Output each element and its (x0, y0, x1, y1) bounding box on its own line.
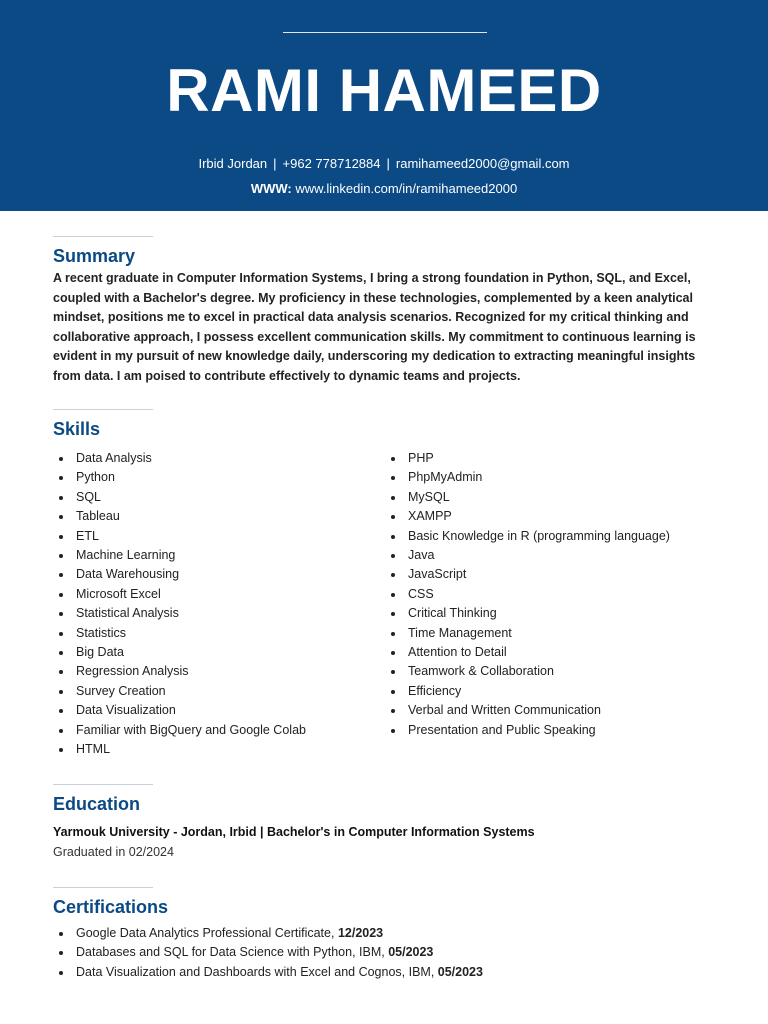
summary-text: A recent graduate in Computer Information Systems, I bring a strong foundation in Python, SQL, and Excel, coupled with a Bachelor's degree. My proficiency in these technologies, complemented by a keen analytical mindset, positions me to excel in practical data analysis scenarios. Recognized for my critical thinking and collaborative approach, I possess excellent communication skills. My commitment to continuous learning is evident in my pursuit of new knowledge daily, underscoring my dedication to extracting meaningful insights from data. I am poised to contribute effectively to dynamic teams and projects. (53, 271, 696, 383)
skill-item: Presentation and Public Speaking (385, 721, 670, 740)
certification-name: Data Visualization and Dashboards with Excel and Cognos, IBM, (76, 964, 438, 979)
skill-item: XAMPP (385, 507, 670, 526)
skill-item: Python (53, 468, 306, 487)
certifications-section (53, 887, 713, 982)
section-divider (53, 409, 153, 410)
skill-item: Familiar with BigQuery and Google Colab (53, 721, 306, 740)
skill-item: MySQL (385, 488, 670, 507)
graduation-date: Graduated in 02/2024 (53, 845, 174, 859)
section-divider (53, 784, 153, 785)
header-divider (283, 32, 487, 33)
skill-item: Verbal and Written Communication (385, 701, 670, 720)
certification-item (53, 943, 713, 962)
summary-title: Summary (53, 246, 136, 266)
certification-date: 05/2023 (437, 964, 483, 979)
skill-item: Data Warehousing (53, 565, 306, 584)
summary-section (53, 236, 713, 386)
skill-item: HTML (53, 740, 306, 759)
skill-item: Statistical Analysis (53, 604, 306, 623)
phone: +962 778712884 (282, 156, 381, 171)
skill-item: ETL (53, 527, 306, 546)
skills-title: Skills (53, 419, 101, 439)
certification-date: 12/2023 (337, 926, 384, 940)
skill-item: Teamwork & Collaboration (385, 662, 670, 681)
resume-header (0, 0, 768, 211)
skill-item: Statistics (53, 624, 306, 643)
skills-list-right (385, 449, 670, 740)
skill-item: PHP (385, 449, 670, 468)
skill-item: Microsoft Excel (53, 585, 306, 604)
skill-item: Time Management (385, 624, 670, 643)
skill-item: Tableau (53, 507, 306, 526)
skill-item: Regression Analysis (53, 662, 306, 681)
email-link[interactable]: ramihameed2000@gmail.com (395, 156, 570, 171)
certifications-list (53, 924, 713, 982)
skill-item: Big Data (53, 643, 306, 662)
skill-item: Java (385, 546, 670, 565)
education-degree: Yarmouk University - Jordan, Irbid | Bachelor's in Computer Information Systems (53, 825, 535, 839)
certifications-title: Certifications (53, 897, 169, 917)
certification-name: Google Data Analytics Professional Certificate, (76, 926, 338, 940)
certification-item (53, 924, 713, 943)
skills-section (53, 409, 713, 769)
contact-line: Irbid Jordan | +962 778712884 | ramihameed2000@gmail.com (198, 156, 570, 171)
skills-list-left (53, 449, 306, 760)
section-divider (53, 236, 153, 237)
web-line (0, 180, 768, 198)
certification-date: 05/2023 (388, 945, 434, 960)
skill-item: PhpMyAdmin (385, 468, 670, 487)
skill-item: JavaScript (385, 565, 670, 584)
skill-item: Basic Knowledge in R (programming language) (385, 527, 670, 546)
skill-item: Survey Creation (53, 682, 306, 701)
certification-item (53, 963, 713, 982)
skill-item: Data Visualization (53, 701, 306, 720)
candidate-name: RAMI HAMEED (166, 57, 602, 124)
location: Irbid Jordan (198, 156, 268, 171)
skill-item: CSS (385, 585, 670, 604)
education-title: Education (53, 794, 141, 814)
certification-name: Databases and SQL for Data Science with Python, IBM, (76, 945, 389, 960)
linkedin-link[interactable]: www.linkedin.com/in/ramihameed2000 (295, 181, 518, 196)
skill-item: Machine Learning (53, 546, 306, 565)
skill-item: Attention to Detail (385, 643, 670, 662)
education-section (53, 784, 713, 862)
skill-item: Critical Thinking (385, 604, 670, 623)
section-divider (53, 887, 153, 888)
skill-item: SQL (53, 488, 306, 507)
skill-item: Efficiency (385, 682, 670, 701)
web-label: WWW: (250, 181, 292, 196)
skill-item: Data Analysis (53, 449, 306, 468)
